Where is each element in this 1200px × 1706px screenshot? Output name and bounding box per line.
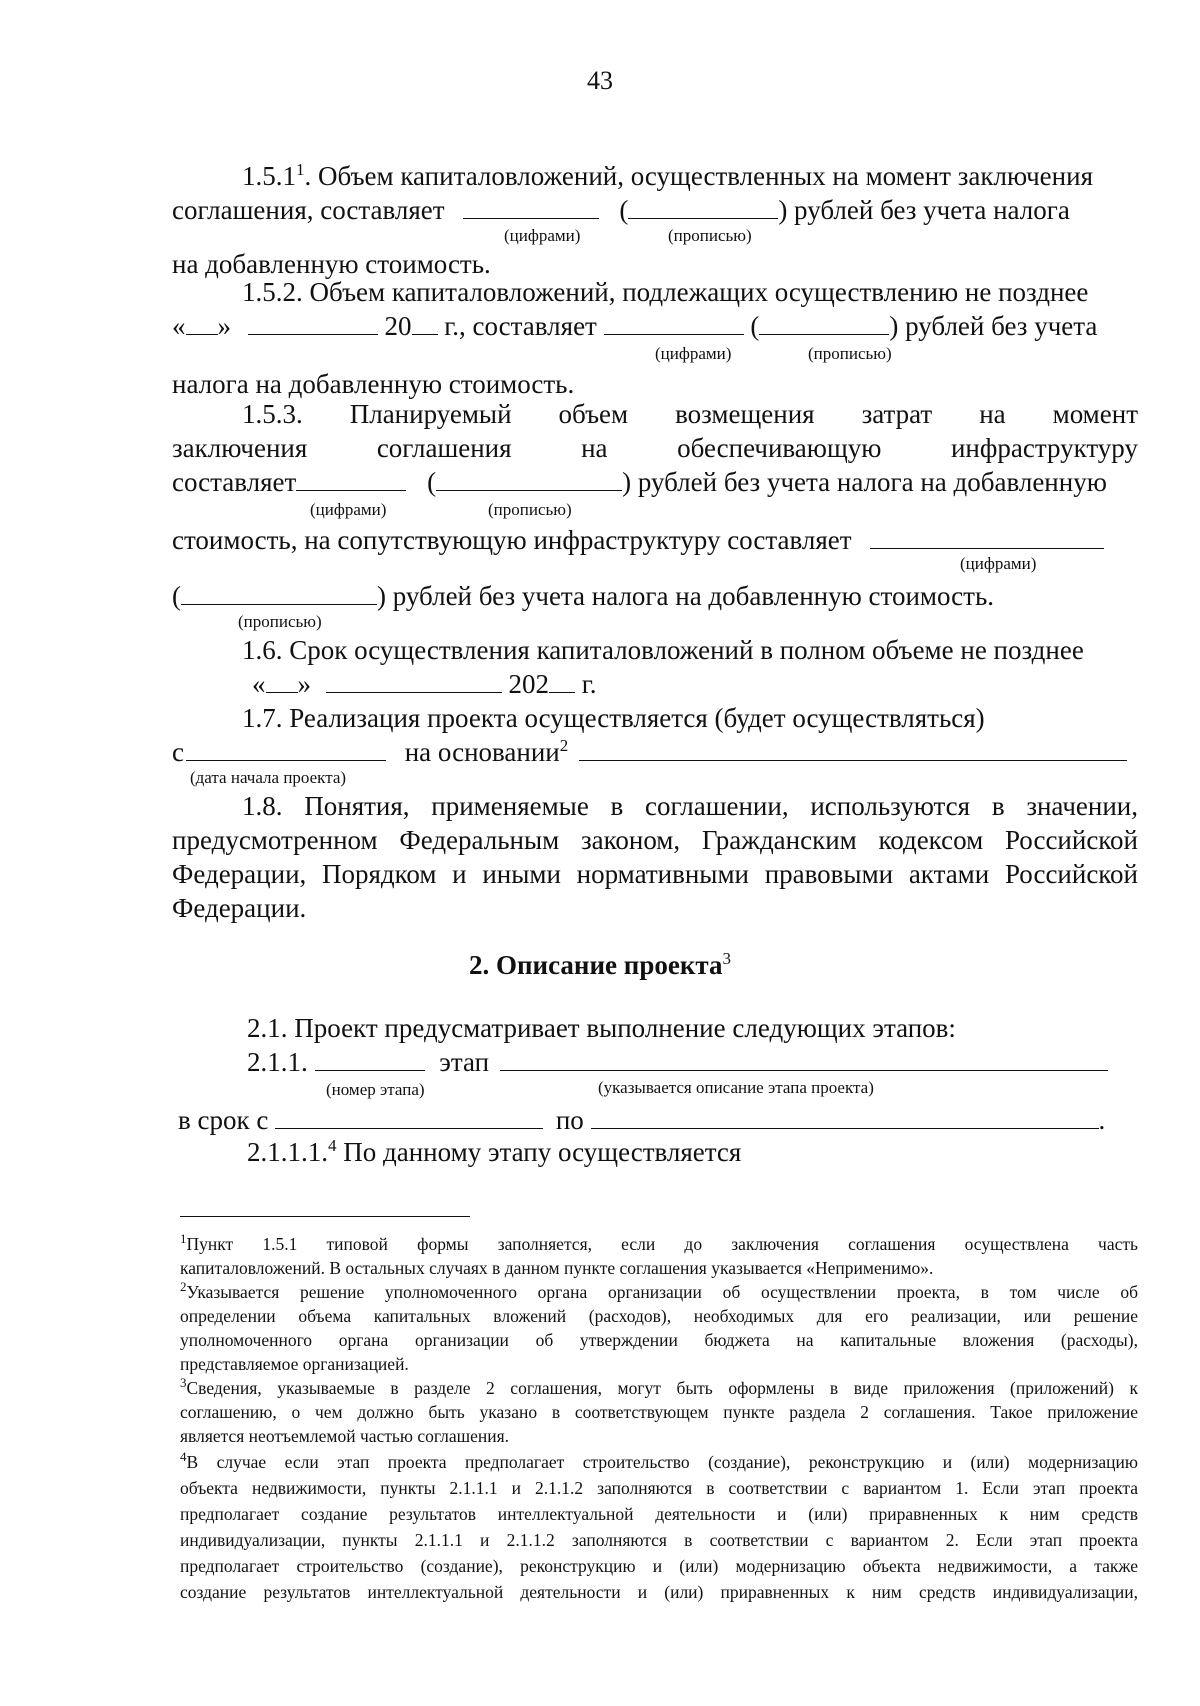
blank-basis[interactable] <box>579 736 1127 761</box>
footnote-2-line2: определении объема капитальных вложений (расходов), необходимых для его реализации, или решение <box>180 1306 1138 1326</box>
footnote-text: Указывается решение уполномоченного органа организации об осуществлении проекта, в том числе об <box>186 1282 1138 1302</box>
section-2-heading <box>0 950 1200 981</box>
caption-digits: (цифрами) <box>504 226 581 245</box>
clause-1-8-line4: Федерации. <box>172 893 307 923</box>
word: инфраструктуру <box>950 433 1138 463</box>
clause-1-5-2-line1: 1.5.2. Объем капиталовложений, подлежащих осуществлению не позднее <box>242 277 1089 307</box>
clause-1-5-2-line3: налога на добавленную стоимость. <box>172 369 575 399</box>
caption-stage-number: (номер этапа) <box>326 1080 425 1099</box>
clause-1-8-line1: 1.8. Понятия, применяемые в соглашении, используются в значении, <box>242 791 1138 821</box>
paren-open: ( <box>750 311 760 341</box>
clause-1-5-2-line2 <box>172 310 1138 342</box>
clause-text: в срок с <box>178 1105 269 1135</box>
quote-open: « <box>252 669 266 699</box>
blank-day[interactable] <box>186 310 218 335</box>
clause-text: . Объем капиталовложений, осуществленных на момент заключения <box>304 161 1093 191</box>
caption-digits: (цифрами) <box>310 500 387 519</box>
clause-2-1-line1: 2.1. Проект предусматривает выполнение следующих этапов: <box>247 1013 956 1043</box>
page-number: 43 <box>587 66 613 95</box>
clause-1-5-3-line1 <box>242 398 1138 430</box>
footnote-mark: 2 <box>180 1279 187 1295</box>
clause-2-1-1-line1 <box>247 1046 1138 1078</box>
footnote-4-line3: предполагает создание результатов интеллектуальной деятельности и (или) приравненных к ним средств <box>180 1504 1138 1524</box>
footnote-ref: 4 <box>328 1136 337 1155</box>
caption-words: (прописью) <box>808 344 892 363</box>
footnote-3-line3: является неотъемлемой частью соглашения. <box>180 1426 510 1446</box>
clause-1-8-line2: предусмотренном Федеральным законом, Гражданским кодексом Российской <box>172 825 1138 855</box>
blank-amount-digits[interactable] <box>870 524 1104 549</box>
heading-text: 2. Описание проекта <box>469 950 723 980</box>
paren-open: ( <box>619 195 629 225</box>
clause-text: ) рублей без учета налога на добавленную <box>622 467 1107 497</box>
clause-1-7-line1: 1.7. Реализация проекта осуществляется (будет осуществляться) <box>242 703 985 733</box>
word: заключения <box>172 433 308 463</box>
clause-text: г., составляет <box>444 311 597 341</box>
clause-1-6-line1: 1.6. Срок осуществления капиталовложений в полном объеме не позднее <box>242 635 1084 665</box>
blank-month[interactable] <box>248 310 378 335</box>
word: возмещения <box>675 399 815 429</box>
blank-amount-words[interactable] <box>436 466 622 491</box>
word: объем <box>558 399 629 429</box>
clause-1-5-3-line5 <box>172 580 1138 612</box>
clause-2-1-1-1-line1 <box>247 1136 1138 1168</box>
footnote-mark: 1 <box>180 1231 187 1247</box>
blank-amount-digits[interactable] <box>604 310 744 335</box>
clause-1-5-1-line2 <box>172 194 1138 226</box>
clause-text: по <box>555 1105 584 1135</box>
clause-1-8-line3: Федерации, Порядком и иными нормативными правовыми актами Российской <box>172 859 1138 889</box>
clause-1-6-line2 <box>172 668 1138 700</box>
blank-amount-words[interactable] <box>759 310 889 335</box>
footnote-4-line6: создание результатов интеллектуальной деятельности и (или) приравненных к ним средств индивидуализации, <box>180 1582 1138 1602</box>
footnote-mark: 3 <box>180 1375 187 1391</box>
caption-digits: (цифрами) <box>655 344 732 363</box>
footnote-ref: 1 <box>296 160 305 179</box>
clause-1-5-1-line3: на добавленную стоимость. <box>172 249 491 279</box>
clause-1-5-3-line3 <box>172 466 1138 498</box>
footnote-text: Сведения, указываемые в разделе 2 соглашения, могут быть оформлены в виде приложения (приложений) к <box>186 1378 1138 1398</box>
footnote-4-line2: объекта недвижимости, пункты 2.1.1.1 и 2.1.1.2 заполняются в соответствии с вариантом 1. Если этап проекта <box>180 1478 1138 1498</box>
clause-text: ) рублей без учета налога на добавленную стоимость. <box>377 581 995 611</box>
blank-start-date[interactable] <box>186 736 386 761</box>
clause-2-1-1-line2 <box>178 1104 1138 1136</box>
word: на <box>979 399 1006 429</box>
footnote-3-line1 <box>180 1376 1138 1400</box>
footnote-text: В случае если этап проекта предполагает строительство (создание), реконструкцию и (или) модернизацию <box>186 1452 1138 1472</box>
clause-text: г. <box>581 669 597 699</box>
footnote-3-line2: соглашению, о чем должно быть указано в соответствующем пункте раздела 2 соглашения. Такое приложение <box>180 1402 1138 1422</box>
footnote-1-line1 <box>180 1232 1138 1256</box>
clause-text: соглашения, составляет <box>172 195 445 225</box>
caption-stage-description: (указывается описание этапа проекта) <box>598 1078 874 1097</box>
blank-stage-description[interactable] <box>500 1046 1108 1071</box>
year-prefix: 202 <box>508 669 549 699</box>
year-prefix: 20 <box>384 311 412 341</box>
caption-words: (прописью) <box>488 500 572 519</box>
blank-amount-words[interactable] <box>181 580 377 605</box>
clause-text: на основании <box>404 737 560 767</box>
clause-1-7-line2 <box>172 736 1138 768</box>
clause-text: с <box>172 737 184 767</box>
period: . <box>1098 1105 1106 1135</box>
clause-1-5-3-line4 <box>172 524 1138 556</box>
word: соглашения <box>376 433 512 463</box>
footnote-text: Пункт 1.5.1 типовой формы заполняется, если до заключения соглашения осуществлена часть <box>186 1234 1138 1254</box>
clause-1-5-3-line2 <box>172 432 1138 464</box>
clause-1-5-1-line1 <box>172 160 1138 192</box>
clause-number: 1.5.1 <box>242 161 296 191</box>
clause-text: составляет <box>172 467 297 497</box>
word: на <box>581 433 608 463</box>
caption-digits: (цифрами) <box>960 554 1037 573</box>
footnote-4-line1 <box>180 1450 1138 1474</box>
footnote-2-line3: уполномоченного органа организации об утверждении бюджета на капитальные вложения (расходы), <box>180 1330 1138 1350</box>
blank-amount-digits[interactable] <box>463 194 599 219</box>
clause-text: По данному этапу осуществляется <box>336 1137 742 1167</box>
word: Планируемый <box>349 399 512 429</box>
footnote-1-line2: капиталовложений. В остальных случаях в данном пункте соглашения указывается «Неприменимо». <box>180 1258 934 1278</box>
clause-text: ) рублей без учета <box>889 311 1098 341</box>
blank-date-to[interactable] <box>591 1104 1099 1129</box>
quote-open: « <box>172 311 186 341</box>
clause-text: этап <box>439 1047 490 1077</box>
quote-close: » <box>217 311 231 341</box>
blank-day[interactable] <box>266 668 298 693</box>
blank-month[interactable] <box>326 668 502 693</box>
word: момент <box>1052 399 1138 429</box>
blank-date-from[interactable] <box>275 1104 543 1129</box>
paren-open: ( <box>427 467 437 497</box>
word: затрат <box>861 399 933 429</box>
footnote-mark: 4 <box>180 1449 187 1465</box>
caption-words: (прописью) <box>238 612 322 631</box>
blank-year[interactable] <box>412 310 438 335</box>
footnote-2-line1 <box>180 1280 1138 1304</box>
word: 1.5.3. <box>242 399 303 429</box>
footnote-ref: 3 <box>722 949 731 968</box>
footnote-4-line4: индивидуализации, пункты 2.1.1.1 и 2.1.1.2 заполняются в соответствии с вариантом 2. Если этап проекта <box>180 1530 1138 1550</box>
caption-words: (прописью) <box>668 226 752 245</box>
footnote-separator <box>180 1216 470 1217</box>
blank-amount-words[interactable] <box>628 194 778 219</box>
blank-stage-number[interactable] <box>315 1046 425 1071</box>
footnote-4-line5: предполагает строительство (создание), реконструкцию и (или) модернизацию объекта недвижимости, а также <box>180 1556 1138 1576</box>
caption-start-date: (дата начала проекта) <box>190 768 347 787</box>
clause-text: стоимость, на сопутствующую инфраструктуру составляет <box>172 525 852 555</box>
clause-number: 2.1.1. <box>247 1047 308 1077</box>
footnote-2-line4: представляемое организацией. <box>180 1354 409 1374</box>
quote-close: » <box>297 669 311 699</box>
paren-open: ( <box>172 581 181 611</box>
clause-number: 2.1.1.1. <box>247 1137 328 1167</box>
blank-year[interactable] <box>549 668 575 693</box>
clause-text: ) рублей без учета налога <box>778 195 1070 225</box>
blank-amount-digits[interactable] <box>296 466 406 491</box>
footnote-ref: 2 <box>559 736 569 755</box>
word: обеспечивающую <box>677 433 882 463</box>
